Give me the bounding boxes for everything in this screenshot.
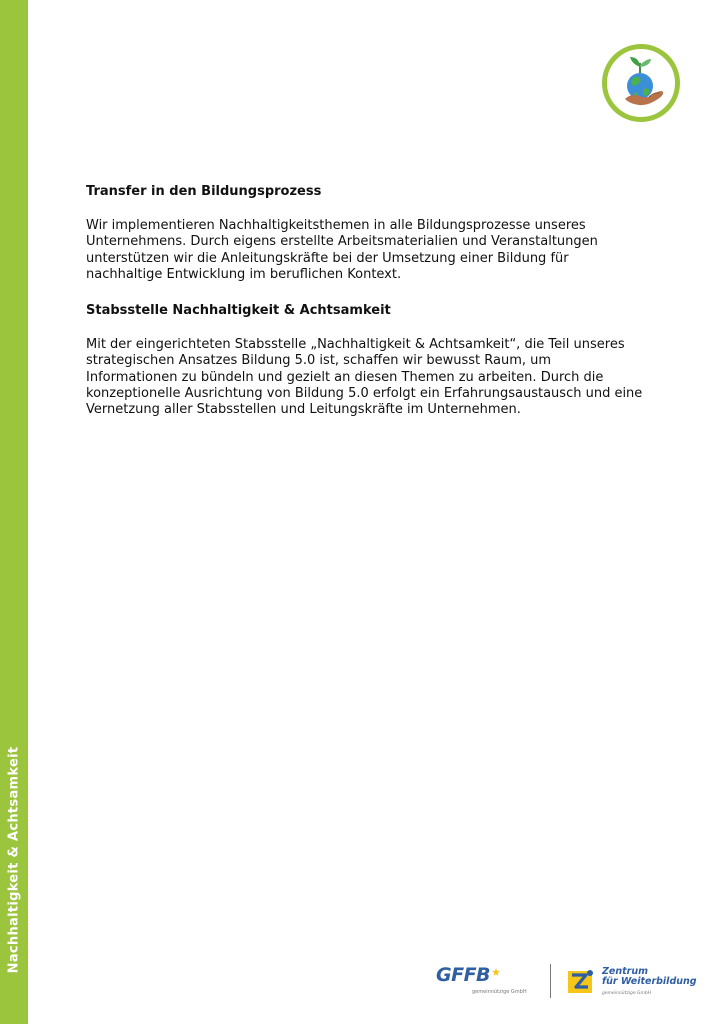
gffb-logo-wordmark: GFFB bbox=[436, 964, 491, 986]
gffb-logo-subtitle: gemeinnützige GmbH bbox=[472, 989, 527, 995]
zfw-logo-subtitle: gemeinnützige GmbH bbox=[602, 991, 652, 996]
footer-divider bbox=[550, 964, 551, 998]
section-heading-transfer: Transfer in den Bildungsprozess bbox=[86, 184, 322, 199]
sidebar-accent-bar bbox=[0, 0, 28, 1024]
main-content bbox=[86, 184, 646, 419]
footer-logos bbox=[430, 962, 697, 1002]
sustainability-logo bbox=[601, 43, 681, 123]
zfw-title-line1: Zentrum bbox=[602, 966, 648, 977]
globe-in-hand-with-plant-icon bbox=[601, 43, 681, 123]
gffb-star-icon bbox=[492, 968, 500, 976]
zfw-logo-title bbox=[602, 967, 697, 987]
section-heading-stabsstelle: Stabsstelle Nachhaltigkeit & Achtsamkeit bbox=[86, 303, 391, 319]
zfw-logo-mark-icon bbox=[566, 967, 596, 997]
sidebar-vertical-title: Nachhaltigkeit & Achtsamkeit bbox=[6, 746, 22, 974]
section-body-stabsstelle: Mit der eingerichteten Stabsstelle „Nachhaltigkeit & Achtsamkeit“, die Teil unseres strategischen Ansatzes Bildung 5.0 ist, schaffen wir bewusst Raum, um Informationen zu bündeln und gezielt an diesen Themen zu arbeiten. Durch die konzeptionelle Ausrichtung von Bildung 5.0 erfolgt ein Erfahrungsaustausch und eine Vernetzung aller Stabsstellen und Leitungskräfte im Unternehmen. bbox=[86, 337, 643, 418]
section-body-transfer: Wir implementieren Nachhaltigkeitsthemen in alle Bildungsprozesse unseres Unternehmens. Durch eigens erstellte Arbeitsmaterialien und Veranstaltungen unterstützen wir die Anleitungskräfte bei der Umsetzung einer Bildung für nachhaltige Entwicklung im beruflichen Kontext. bbox=[86, 218, 598, 282]
zfw-title-line2: für Weiterbildung bbox=[602, 976, 697, 987]
